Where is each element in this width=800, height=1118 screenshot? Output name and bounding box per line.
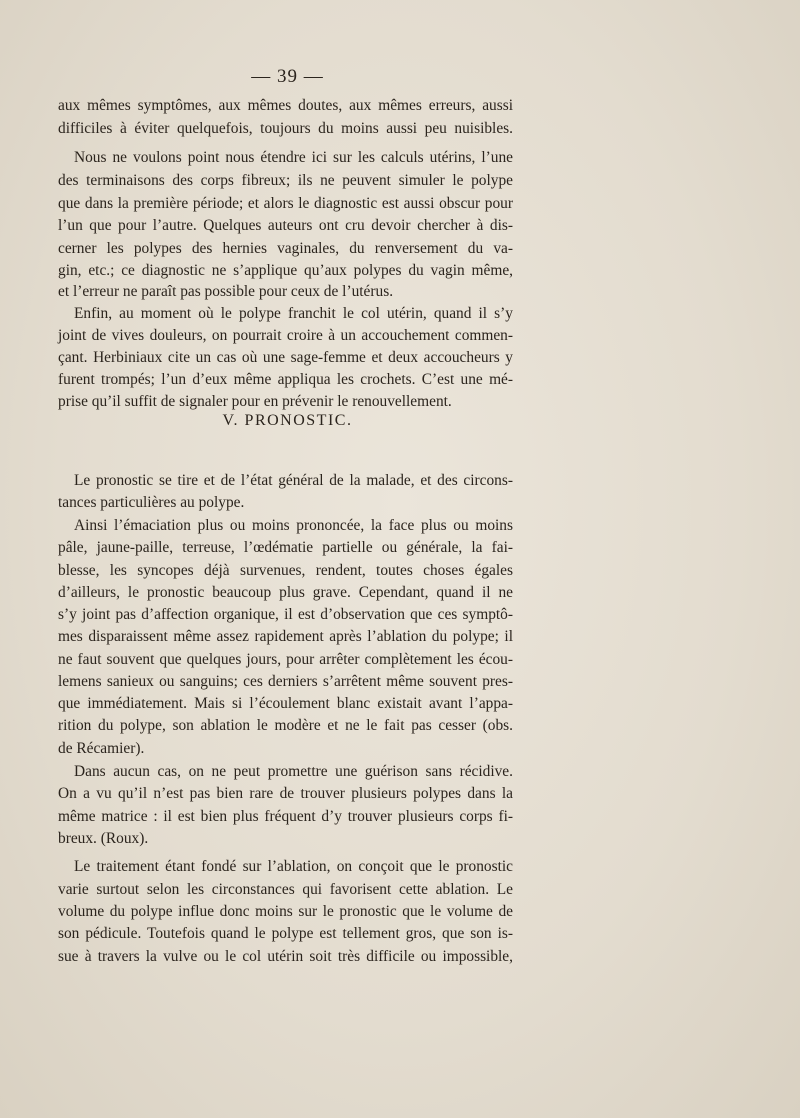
text-line: On a vu qu’il n’est pas bien rare de trouver plusieurs polypes dans la (58, 785, 513, 802)
text-line: d’ailleurs, le pronostic beaucoup plus grave. Cependant, quand il ne (58, 584, 513, 601)
text-line: Dans aucun cas, on ne peut promettre une guérison sans récidive. (74, 763, 513, 780)
text-line: volume du polype influe donc moins sur le pronostic que le volume de (58, 903, 513, 920)
text-line: même matrice : il est bien plus fréquent d’y trouver plusieurs corps fi- (58, 808, 513, 825)
text-line: difficiles à éviter quelquefois, toujours du moins aussi peu nuisibles. (58, 120, 513, 137)
text-line: tances particulières au polype. (58, 494, 245, 511)
text-line: cerner les polypes des hernies vaginales, du renversement du va- (58, 240, 513, 257)
text-line: gin, etc.; ce diagnostic ne s’applique qu’aux polypes du vagin même, (58, 262, 513, 279)
text-line: mes disparaissent même assez rapidement après l’ablation du polype; il (58, 628, 513, 645)
text-line: çant. Herbiniaux cite un cas où une sage-femme et deux accoucheurs y (58, 349, 513, 366)
text-line: breux. (Roux). (58, 830, 149, 847)
text-line: que dans la première période; et alors le diagnostic est aussi obscur pour (58, 195, 513, 212)
text-line: son pédicule. Toutefois quand le polype est tellement gros, que son is- (58, 925, 513, 942)
text-line: ne faut souvent que quelques jours, pour arrêter complètement les écou- (58, 651, 513, 668)
text-line: et l’erreur ne paraît pas possible pour ceux de l’utérus. (58, 283, 394, 300)
text-line: s’y joint pas d’affection organique, il est d’observation que ces symptô- (58, 606, 513, 623)
text-line: des terminaisons des corps fibreux; ils ne peuvent simuler le polype (58, 172, 513, 189)
text-line: lemens sanieux ou sanguins; ces derniers s’arrêtent même souvent pres- (58, 673, 513, 690)
text-line: de Récamier). (58, 740, 145, 757)
text-line: varie surtout selon les circonstances qui favorisent cette ablation. Le (58, 881, 513, 898)
text-line: blesse, les syncopes déjà survenues, rendent, toutes choses égales (58, 562, 513, 579)
text-line: Le pronostic se tire et de l’état général de la malade, et des circons- (74, 472, 513, 489)
text-line: joint de vives douleurs, on pourrait croire à un accouchement commen- (58, 327, 513, 344)
text-line: sue à travers la vulve ou le col utérin soit très difficile ou impossible, (58, 948, 513, 965)
text-line: Enfin, au moment où le polype franchit le col utérin, quand il s’y (74, 305, 513, 322)
text-line: l’un que pour l’autre. Quelques auteurs ont cru devoir chercher à dis- (58, 217, 513, 234)
text-line: Ainsi l’émaciation plus ou moins prononcée, la face plus ou moins (74, 517, 513, 534)
text-line: Nous ne voulons point nous étendre ici sur les calculs utérins, l’une (74, 149, 513, 166)
text-line: pâle, jaune-paille, terreuse, l’œdématie partielle ou générale, la fai- (58, 539, 513, 556)
text-line: aux mêmes symptômes, aux mêmes doutes, aux mêmes erreurs, aussi (58, 97, 513, 114)
text-line: furent trompés; l’un d’eux même appliqua les crochets. C’est une mé- (58, 371, 513, 388)
text-line: prise qu’il suffit de signaler pour en prévenir le renouvellement. (58, 393, 452, 410)
text-line: que immédiatement. Mais si l’écoulement blanc existait avant l’appa- (58, 695, 513, 712)
section-heading: V. PRONOSTIC. (222, 412, 353, 429)
page-number: — 39 — (251, 66, 324, 87)
text-line: rition du polype, son ablation le modère et ne le fait pas cesser (obs. (58, 717, 513, 734)
text-line: Le traitement étant fondé sur l’ablation, on conçoit que le pronostic (74, 858, 513, 875)
